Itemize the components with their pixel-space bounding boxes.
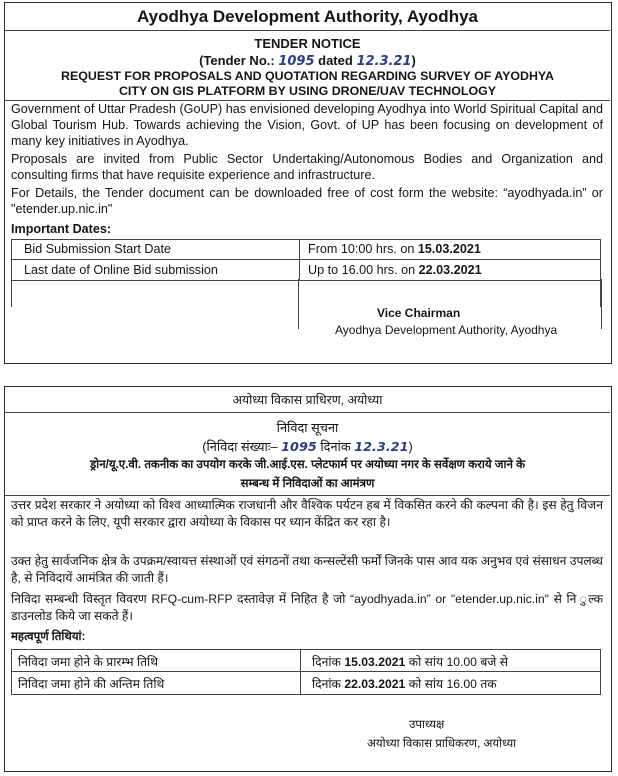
table-row: Bid Submission Start Date [24, 242, 171, 256]
dates-table [11, 239, 601, 307]
dates-table-hindi [11, 649, 601, 695]
tender-date-value-hindi: 12.3.21 [354, 440, 409, 455]
english-notice-panel [4, 2, 612, 364]
signatory-title: Vice Chairman [377, 306, 461, 320]
important-dates-label: Important Dates: [11, 222, 112, 236]
authority-title-hindi: अयोध्या विकास प्राधिरण, अयोध्या [232, 393, 383, 407]
table-row: दिनांक 15.03.2021 को सांय 10.00 बजे से [312, 655, 508, 669]
table-row: From 10:00 hrs. on 15.03.2021 [308, 242, 481, 256]
authority-title: Ayodhya Development Authority, Ayodhya [137, 7, 478, 26]
tender-number-value-hindi: 1095 [281, 440, 317, 455]
tender-date-value: 12.3.21 [356, 54, 412, 69]
subject-line-2: CITY ON GIS PLATFORM BY USING DRONE/UAV TECHNOLOGY [118, 84, 497, 98]
subject-line-1: REQUEST FOR PROPOSALS AND QUOTATION REGARDING SURVEY OF AYODHYA [61, 69, 554, 83]
subject-line-2-hindi: सम्बन्ध में निविदाओं का आमंत्रण [240, 477, 375, 490]
table-row: दिनांक 22.03.2021 को सांय 16.00 तक [312, 677, 497, 691]
important-dates-label-hindi: महत्वपूर्ण तिथियां: [11, 630, 86, 643]
invitation-paragraph-hindi: उक्त हेतु सार्वजनिक क्षेत्र के उपक्रम/स्वायत्त संस्थाओं एवं संगठनों तथा कन्सल्टेंसी फर्मों जिनके पास आव यक अनुभव एवं संसाधन उपलब्ध है, से निविदायें आमंत्रित की जाती हैं। [11, 554, 603, 585]
notice-heading-hindi: निविदा सूचना [276, 420, 339, 435]
table-row: निविदा जमा होने के प्रारम्भ तिथि [18, 655, 158, 669]
invitation-paragraph: Proposals are invited from Public Sector Undertaking/Autonomous Bodies and Organization and consulting firms that have requisite experience and infrastructure. [11, 152, 603, 182]
hindi-notice-panel [4, 386, 612, 772]
tender-number-line-hindi: (निविदा संख्याः– 1095 दिनांक 12.3.21) [202, 439, 413, 455]
signatory-title-hindi: उपाध्यक्ष [409, 718, 445, 731]
tender-number-line: (Tender No.: 1095 dated 12.3.21) [199, 53, 416, 69]
download-paragraph-hindi: निविदा सम्बन्धी विस्तृत विवरण RFQ-cum-RFP दस्तावेज़ में निहित है जो “ayodhyada.in” or "etender.up.nic.in" से नि ुल्क डाउनलोड किये जा सकते हैं। [11, 592, 603, 623]
tender-notice-sheet [4, 2, 612, 772]
notice-heading: TENDER NOTICE [254, 36, 361, 51]
table-row: Up to 16.00 hrs. on 22.03.2021 [308, 263, 482, 277]
signatory-org-hindi: अयोध्या विकास प्राधिकरण, अयोध्या [367, 737, 517, 750]
subject-line-1-hindi: ड्रोन/यू.ए.वी. तकनीक का उपयोग करके जी.आई.एस. प्लेटफार्म पर अयोध्या नगर के सर्वेक्षण कराये जाने के [89, 458, 526, 471]
table-row: निविदा जमा होने की अन्तिम तिथि [18, 677, 165, 691]
signatory-org: Ayodhya Development Authority, Ayodhya [335, 323, 558, 337]
intro-paragraph: Government of Uttar Pradesh (GoUP) has envisioned developing Ayodhya into World Spiritual Capital and Global Tourism Hub. Towards achieving the Vision, Govt. of UP has been focusing on development of many key initiatives in Ayodhya. [11, 102, 603, 148]
intro-paragraph-hindi: उत्तर प्रदेश सरकार ने अयोध्या को विश्व आध्यात्मिक राजधानी और वैश्विक पर्यटन हब में विकसित करने की कल्पना की है। इस हेतु विजन को प्राप्त करने के लिए, यूपी सरकार द्वारा अयोध्या के विकास पर ध्यान केंद्रित कर रहा है। [11, 498, 603, 529]
download-paragraph: For Details, the Tender document can be downloaded free of cost form the website: “ayodhyada.in” or "etender.up.nic.in" [11, 186, 603, 216]
table-row: Last date of Online Bid submission [24, 263, 218, 277]
tender-number-value: 1095 [278, 54, 315, 69]
